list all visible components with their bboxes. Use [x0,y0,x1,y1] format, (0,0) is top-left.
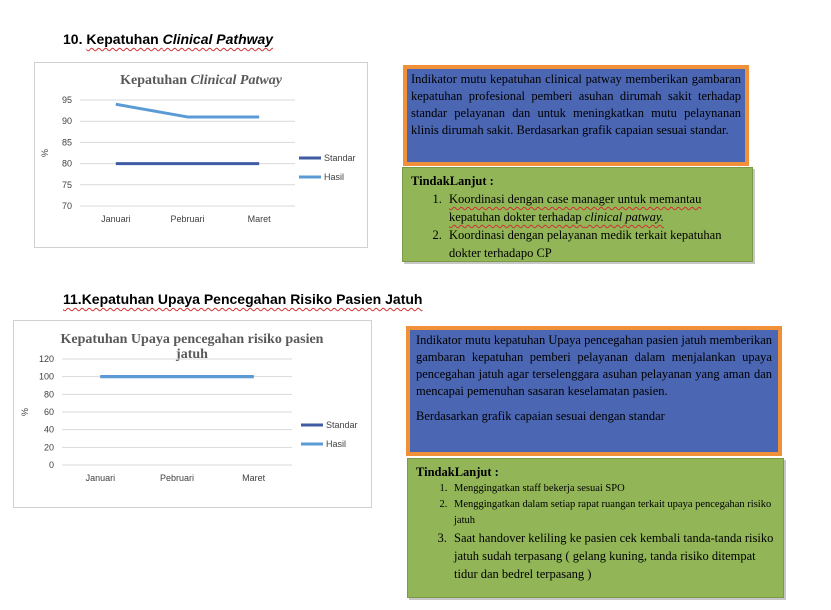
list-item: 3. Saat handover keliling ke pasien cek kembali tanda-tanda risiko jatuh sudah terpasang ( gelang kuning, tanda risiko ditempat tidur dan bedrel terpasang ) [450,529,775,583]
chart-clinical-pathway [34,62,368,248]
title-text: Kepatuhan [86,31,163,47]
y-tick-label: 120 [38,354,54,364]
x-tick-label: Pebruari [159,473,195,483]
chart-title: Kepatuhan Upaya pencegahan risiko pasien [60,332,324,347]
y-tick-label: 0 [48,460,54,470]
chart-fall-prevention-svg [14,321,371,507]
list-item: 1. Menggingatkan staff bekerja sesuai SPO [450,481,775,497]
chart-clinical-pathway-svg [35,63,367,247]
series-line-hasil [116,104,259,117]
x-tick-label: Januari [101,214,131,224]
section-title-fall-prevention [63,291,422,307]
y-tick-label: 70 [61,201,72,211]
section-number: 10. [63,31,87,47]
x-tick-label: Januari [85,473,116,483]
followup-heading: TindakLanjut : [416,465,499,479]
x-tick-label: Pebruari [170,214,205,224]
chart-title: Kepatuhan Clinical Patway [120,73,282,88]
description-box-clinical-pathway [403,65,749,166]
section-title-clinical-pathway [63,31,273,47]
y-tick-label: 95 [61,95,72,105]
legend-label: Standar [326,420,358,430]
followup-list [411,190,744,262]
y-axis-label: % [40,148,50,158]
legend-label: Standar [324,153,356,163]
followup-box-clinical-pathway [402,167,753,262]
list-item: 1. Koordinasi dengan case manager untuk memantau kepatuhan dokter terhadap clinical patway. [445,190,744,226]
y-tick-label: 85 [61,137,72,148]
x-tick-label: Maret [247,214,271,224]
y-tick-label: 100 [38,371,54,382]
title-italic-text: Clinical Pathway [162,31,274,47]
y-tick-label: 75 [61,179,72,190]
chart-title-line2: jatuh [176,347,208,362]
title-text: 11.Kepatuhan Upaya Pencegahan Risiko Pasien Jatuh [63,291,423,307]
description-conclusion: Berdasarkan grafik capaian sesuai dengan standar [416,409,665,423]
y-tick-label: 40 [43,424,54,435]
followup-list [416,481,775,583]
legend-label: Hasil [326,439,347,449]
list-item: 2. Menggingatkan dalam setiap rapat ruangan terkait upaya pencegahan risiko jatuh [450,497,775,529]
y-tick-label: 60 [43,407,54,417]
description-text: Indikator mutu kepatuhan Upaya pencegahan pasien jatuh memberikan gambaran kepatuhan pemberi pelayanan dalam menjalankan upaya pencegahan jatuh agar terselenggara asuhan pelayanan yang aman dan mencapai pemenuhan sasaran keselamatan pasien. [416,333,772,398]
y-axis-label: % [20,407,30,417]
chart-fall-prevention [13,320,372,508]
y-tick-label: 80 [61,158,72,169]
followup-box-fall-prevention [407,458,784,598]
followup-heading: TindakLanjut : [411,174,494,188]
legend-label: Hasil [324,172,345,182]
y-tick-label: 90 [61,116,72,127]
y-tick-label: 20 [43,442,54,453]
list-item: 2. Koordinasi dengan pelayanan medik terkait kepatuhan dokter terhadapo CP [445,226,744,262]
x-tick-label: Maret [242,473,266,483]
description-box-fall-prevention [406,326,782,456]
y-tick-label: 80 [43,389,54,400]
description-text: Indikator mutu kepatuhan clinical patway memberikan gambaran kepatuhan profesional pemberi asuhan dirumah sakit terhadap standar pelayanan dan untuk meningkatkan mutu pelaynanan klinis dirumah sakit. Berdasarkan grafik capaian sesuai standar. [411,72,741,137]
